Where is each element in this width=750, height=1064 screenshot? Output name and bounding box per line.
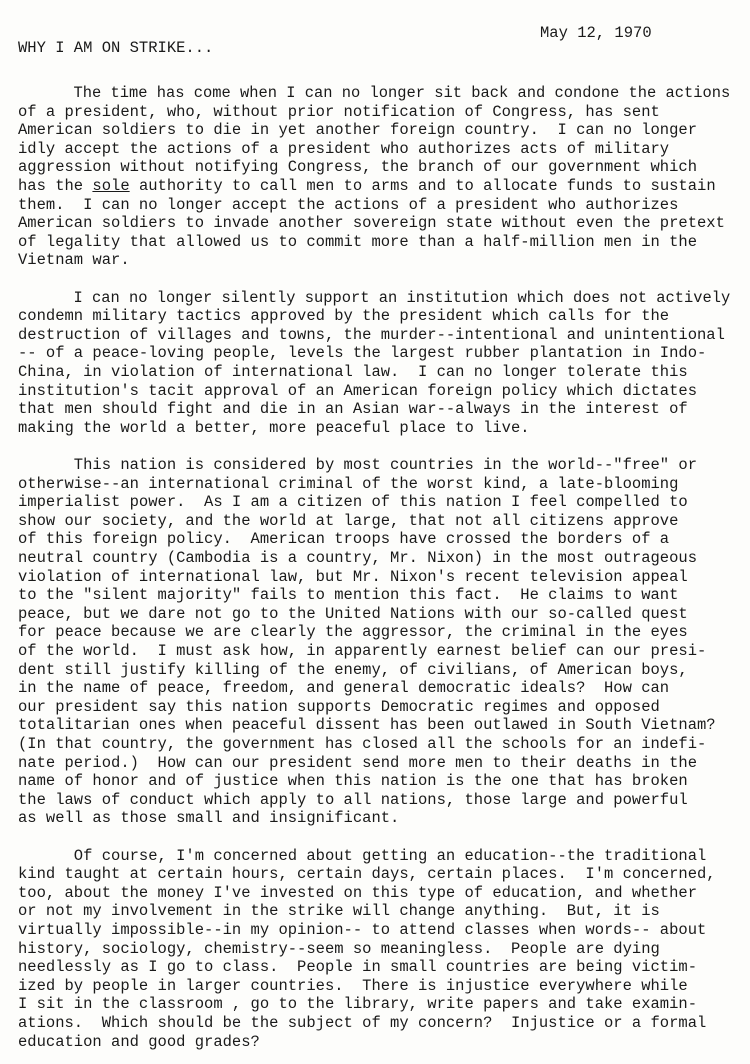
letter-line: violation of international law, but Mr. Nixon's recent television appeal [18, 567, 688, 586]
letter-line: condemn military tactics approved by the president which calls for the [18, 307, 670, 326]
letter-line: The time has come when I can no longer sit back and condone the actions [18, 84, 731, 102]
letter-line: neutral country (Cambodia is a country, Mr. Nixon) in the most outrageous [18, 549, 698, 567]
letter-line: the laws of conduct which apply to all nations, those large and powerful [18, 790, 688, 809]
letter-line: of legality that allowed us to commit more than a half-million men in the [18, 232, 698, 251]
letter-line: totalitarian ones when peaceful dissent has been outlawed in South Vietnam? [18, 716, 716, 735]
letter-line: dent still justify killing of the enemy, of civilians, of American boys, [18, 660, 688, 679]
letter-line: otherwise--an international criminal of the worst kind, a late-blooming [18, 474, 679, 493]
letter-date: May 12, 1970 [540, 24, 652, 42]
letter-line: of this foreign policy. American troops have crossed the borders of a [18, 530, 670, 549]
letter-line: to the "silent majority" fails to mention this fact. He claims to want [18, 586, 679, 605]
letter-line: making the world a better, more peaceful place to live. [18, 418, 530, 437]
letter-line: too, about the money I've invested on this type of education, and whether [18, 883, 698, 902]
letter-line: as well as those small and insignificant. [18, 809, 400, 828]
letter-line: aggression without notifying Congress, the branch of our government which [18, 158, 698, 177]
letter-line: in the name of peace, freedom, and general democratic ideals? How can [18, 679, 670, 698]
letter-line: needlessly as I go to class. People in small countries are being victim- [18, 958, 698, 977]
letter-line: Vietnam war. [18, 251, 130, 270]
letter-line: destruction of villages and towns, the murder--intentional and unintentional [18, 325, 725, 344]
letter-line: I can no longer silently support an institution which does not actively [18, 288, 731, 307]
letter-line: nate period.) How can our president send more men to their deaths in the [18, 753, 698, 772]
letter-line: our president say this nation supports Democratic regimes and opposed [18, 697, 660, 716]
letter-line: I sit in the classroom , go to the library, write papers and take examin- [18, 995, 698, 1014]
letter-line: kind taught at certain hours, certain days, certain places. I'm concerned, [18, 865, 716, 884]
letter-line: institution's tacit approval of an American foreign policy which dictates [18, 381, 698, 400]
letter-line: them. I can no longer accept the actions of a president who authorizes [18, 195, 679, 214]
letter-line: American soldiers to invade another sovereign state without even the pretext [18, 214, 725, 233]
letter-line: of a president, who, without prior notification of Congress, has sent [18, 102, 660, 121]
letter-line: name of honor and of justice when this nation is the one that has broken [18, 772, 688, 791]
letter-line: peace, but we dare not go to the United Nations with our so-called quest [18, 604, 688, 623]
letter-line: Of course, I'm concerned about getting an education--the traditional [18, 846, 707, 865]
letter-line: ized by people in larger countries. There is injustice everywhere while [18, 976, 688, 995]
letter-line: -- of a peace-loving people, levels the largest rubber plantation in Indo- [18, 344, 707, 363]
letter-line: ations. Which should be the subject of my concern? Injustice or a formal [18, 1014, 707, 1032]
emphasis-sole: sole [92, 177, 130, 195]
letter-line: (In that country, the government has closed all the schools for an indefi- [18, 735, 707, 753]
letter-line: for peace because we are clearly the aggressor, the criminal in the eyes [18, 623, 688, 642]
letter-line: has the sole authority to call men to arms and to allocate funds to sustain [18, 177, 716, 195]
letter-line: American soldiers to die in yet another foreign country. I can no longer [18, 121, 698, 140]
letter-line: show our society, and the world at large, that not all citizens approve [18, 511, 679, 530]
letter-title: WHY I AM ON STRIKE... [18, 39, 214, 57]
letter-line: that men should fight and die in an Asian war--always in the interest of [18, 400, 688, 419]
letter-line: idly accept the actions of a president who authorizes acts of military [18, 139, 670, 158]
letter-line: imperialist power. As I am a citizen of this nation I feel compelled to [18, 493, 688, 512]
letter-line: virtually impossible--in my opinion-- to attend classes when words-- about [18, 921, 707, 939]
letter-line: or not my involvement in the strike will change anything. But, it is [18, 902, 660, 921]
letter-line: education and good grades? [18, 1032, 260, 1051]
letter-line: This nation is considered by most countries in the world--"free" or [18, 456, 698, 474]
letter-line: China, in violation of international law. I can no longer tolerate this [18, 363, 688, 381]
letter-line: of the world. I must ask how, in apparently earnest belief can our presi- [18, 642, 707, 660]
letter-line: history, sociology, chemistry--seem so meaningless. People are dying [18, 939, 660, 958]
